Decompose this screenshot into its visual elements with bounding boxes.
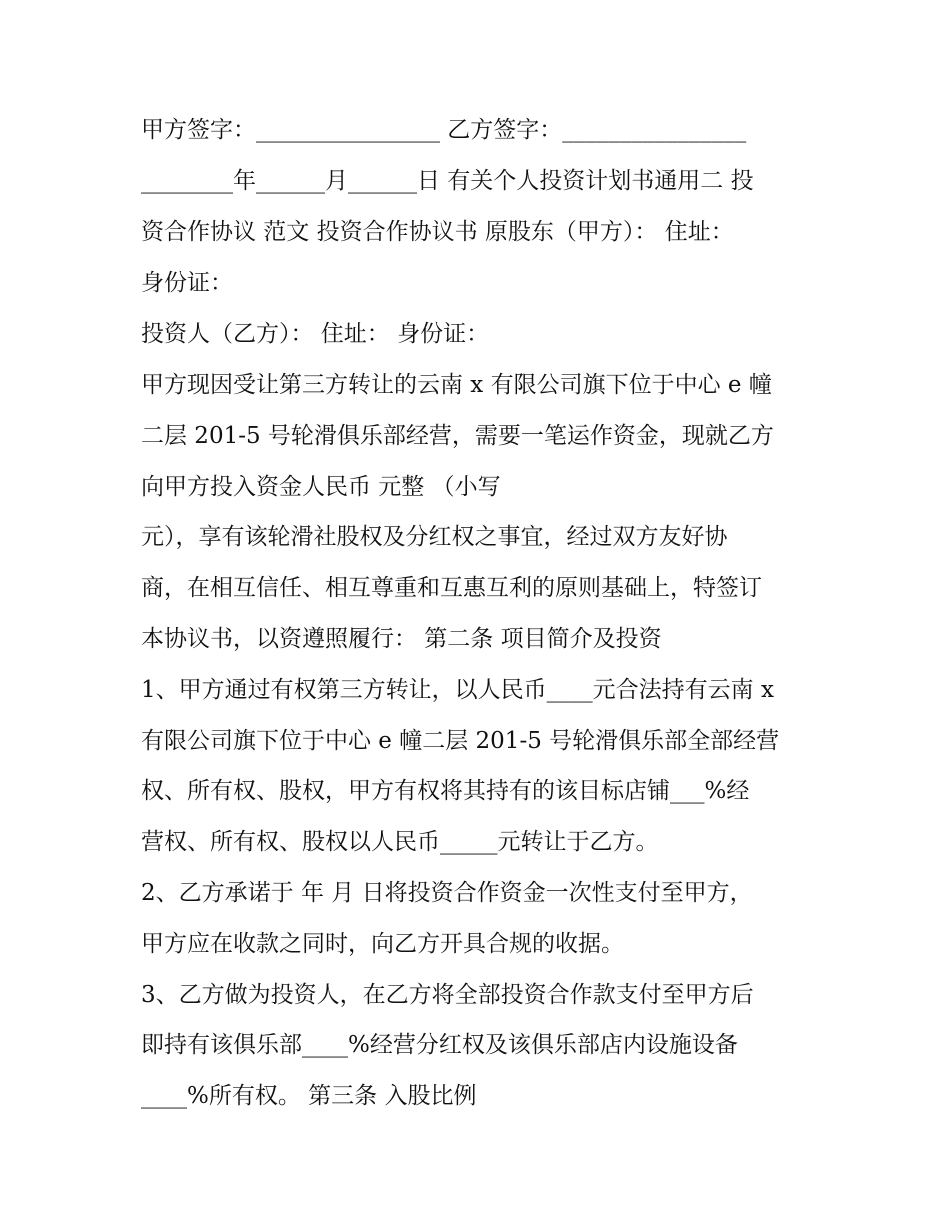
text-line: 甲方应在收款之同时，向乙方开具合规的收据。 [141,931,624,957]
text-line: 3、乙方做为投资人，在乙方将全部投资合作款支付至甲方后 [141,982,754,1008]
text-line: 二层 201-5 号轮滑俱乐部经营，需要一笔运作资金，现就乙方 [141,423,774,449]
text-line: 资合作协议 范文 投资合作协议书 原股东（甲方）： 住址： [141,219,734,245]
text-line: 向甲方投入资金人民币 元整 （小写 [141,474,501,500]
text-line: 投资人（乙方）： 住址： 身份证： [141,321,490,347]
text-line: 营权、所有权、股权以人民币_____元转让于乙方。 [141,829,659,855]
text-line: 元），享有该轮滑社股权及分红权之事宜，经过双方友好协 [141,524,728,550]
text-line: 有限公司旗下位于中心 e 幢二层 201-5 号轮滑俱乐部全部经营 [141,728,780,754]
text-line: 本协议书，以资遵照履行： 第二条 项目简介及投资 [141,626,662,652]
text-line: 权、所有权、股权，甲方有权将其持有的该目标店铺___%经 [141,778,750,804]
text-line: 商，在相互信任、相互尊重和互惠互利的原则基础上，特签订 [141,575,762,601]
text-line: ________年______月______日 有关个人投资计划书通用二 投 [141,168,754,194]
text-line: 即持有该俱乐部____%经营分红权及该俱乐部店内设施设备 [141,1032,738,1058]
text-line: 2、乙方承诺于 年 月 日将投资合作资金一次性支付至甲方， [141,880,753,906]
text-line: 身份证： [141,270,233,296]
text-line: 1、甲方通过有权第三方转让，以人民币____元合法持有云南 x [141,677,774,703]
text-line: ____%所有权。 第三条 入股比例 [141,1083,477,1109]
text-line: 甲方现因受让第三方转让的云南 x 有限公司旗下位于中心 e 幢 [141,372,772,398]
text-line: 甲方签字：________________ 乙方签字：________________ [141,117,747,143]
